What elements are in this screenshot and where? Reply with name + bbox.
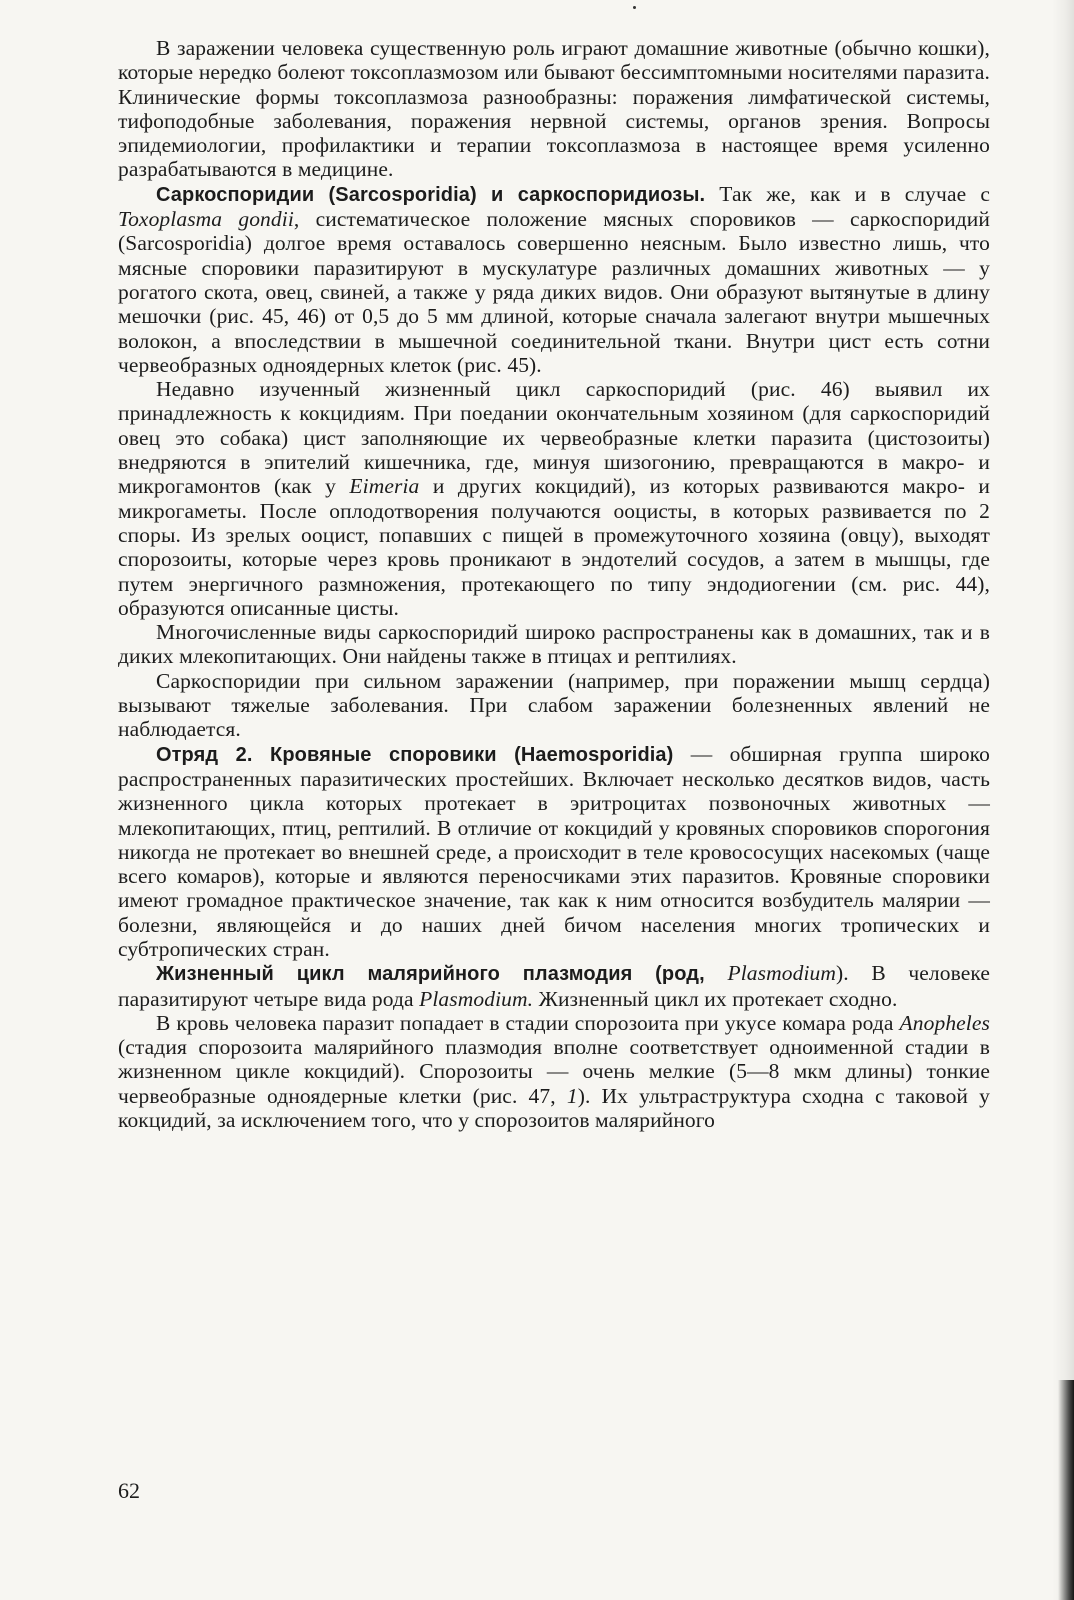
text-run: В заражении человека существенную роль играют домашние животные (обычно кошки), которые нередко болеют токсоплазмозом или бывают бессимптомными носителями паразита. Клинические формы токсоплазмоза разнообразны: поражения лимфатической системы, тифоподобные заболевания, поражения нервной системы, органов зрения. Вопросы эпидемиологии, профилактики и терапии токсоплазмоза в настоящее время усиленно разрабатываются в медицине. — [118, 36, 990, 182]
paragraph — [118, 669, 990, 742]
text-run: Многочисленные виды саркоспоридий широко распространены как в домашних, так и в диких млекопитающих. Они найдены также в птицах и рептилиях. — [118, 620, 990, 669]
text-run: (стадия спорозоита малярийного плазмодия вполне соответствует одноименной стадии в жизненном цикле кокцидий). Спорозоиты — очень мелкие (5—8 мкм длины) тонкие червеобразные одноядерные клетки (рис. 47, — [118, 1035, 990, 1108]
italic-term: Eimeria — [349, 474, 420, 499]
paragraph — [118, 742, 990, 962]
text-run: ). Их ультраструктура сходна с таковой у кокцидий, за исключением того, что у спорозоитов малярийного — [118, 1083, 990, 1133]
paragraph — [118, 36, 990, 182]
page-number: 62 — [118, 1478, 140, 1503]
text-run: Саркоспоридии при сильном заражении (например, при поражении мышц сердца) вызывают тяжелые заболевания. При слабом заражении болезненных явлений не наблюдается. — [118, 668, 990, 742]
section-heading: Саркоспоридии (Sarcosporidia) и саркоспоридиозы. — [156, 183, 706, 206]
text-run: ). В человеке паразитируют четыре вида рода — [118, 961, 991, 1011]
text-run: , систематическое положение мясных споровиков — саркоспоридий (Sarcosporidia) долгое время оставалось совершенно неясным. Было известно лишь, что мясные споровики паразитируют в мускулатуре различных домашних животных — у рогатого скота, овец, свиней, а также у ряда диких видов. Они образуют вытянутые в длину мешочки (рис. 45, 46) от 0,5 до 5 мм длиной, которые сначала залегают внутри мышечных волокон, а впоследствии в мышечной соединительной ткани. Внутри цист есть сотни червеобразных одноядерных клеток (рис. 45). — [118, 207, 990, 377]
paragraph — [118, 620, 990, 669]
text-run: — обширная группа широко распространенных паразитических простейших. Включает несколько десятков видов, часть жизненного цикла которых протекает в эритроцитах позвоночных животных — млекопитающих, птиц, рептилий. В отличие от кокцидий у кровяных споровиков спорогония никогда не протекает во внешней среде, а происходит в теле кровососущих насекомых (чаще всего комаров), которые и являются переносчиками этих паразитов. Кровяные споровики имеют громадное практическое значение, так как к ним относится возбудитель малярии — болезни, являющейся и до наших дней бичом населения многих тропических и субтропических стран. — [118, 741, 990, 961]
italic-term: Plasmodium. — [419, 986, 534, 1011]
page-edge-shadow — [1052, 0, 1074, 1600]
scan-speck — [633, 6, 636, 9]
italic-term: Toxoplasma gondii — [118, 207, 294, 232]
text-run: Недавно изученный жизненный цикл саркоспоридий (рис. 46) выявил их принадлежность к кокцидиям. При поедании окончательным хозяином (для саркоспоридий овец это собака) цист заполняющие их червеобразные клетки паразита (цистозоиты) внедряются в эпителий кишечника, где, минуя шизогонию, превращаются в макро- и микрогамонтов (как у — [118, 377, 990, 499]
section-heading: Жизненный цикл малярийного плазмодия (род, — [156, 963, 728, 986]
italic-term: Plasmodium — [727, 961, 836, 986]
paragraph — [118, 1011, 990, 1132]
text-run: и других кокцидий), из которых развиваются макро- и микрогаметы. После оплодотворения получаются ооцисты, в которых развивается по 2 споры. Из зрелых ооцист, попавших с пищей в промежуточного хозяина (овцу), выходят спорозоиты, которые через кровь проникают в эндотелий сосудов, а затем в мышцы, где путем энергичного размножения, протекающего по типу эндодиогении (см. рис. 44), образуются описанные цисты. — [118, 474, 990, 620]
text-run: Жизненный цикл их протекает сходно. — [533, 986, 898, 1011]
page-body — [118, 36, 990, 1132]
section-heading: Отряд 2. Кровяные споровики (Haemosporidia) — [156, 743, 674, 766]
text-run: Так же, как и в случае с — [705, 181, 990, 206]
paragraph — [118, 182, 990, 377]
italic-term: 1 — [566, 1083, 578, 1108]
page-edge-binding — [1058, 1380, 1074, 1600]
italic-term: Anopheles — [899, 1010, 990, 1035]
paragraph — [118, 377, 990, 620]
text-run: В кровь человека паразит попадает в стадии спорозоита при укусе комара рода — [156, 1010, 900, 1035]
paragraph — [118, 961, 990, 1011]
